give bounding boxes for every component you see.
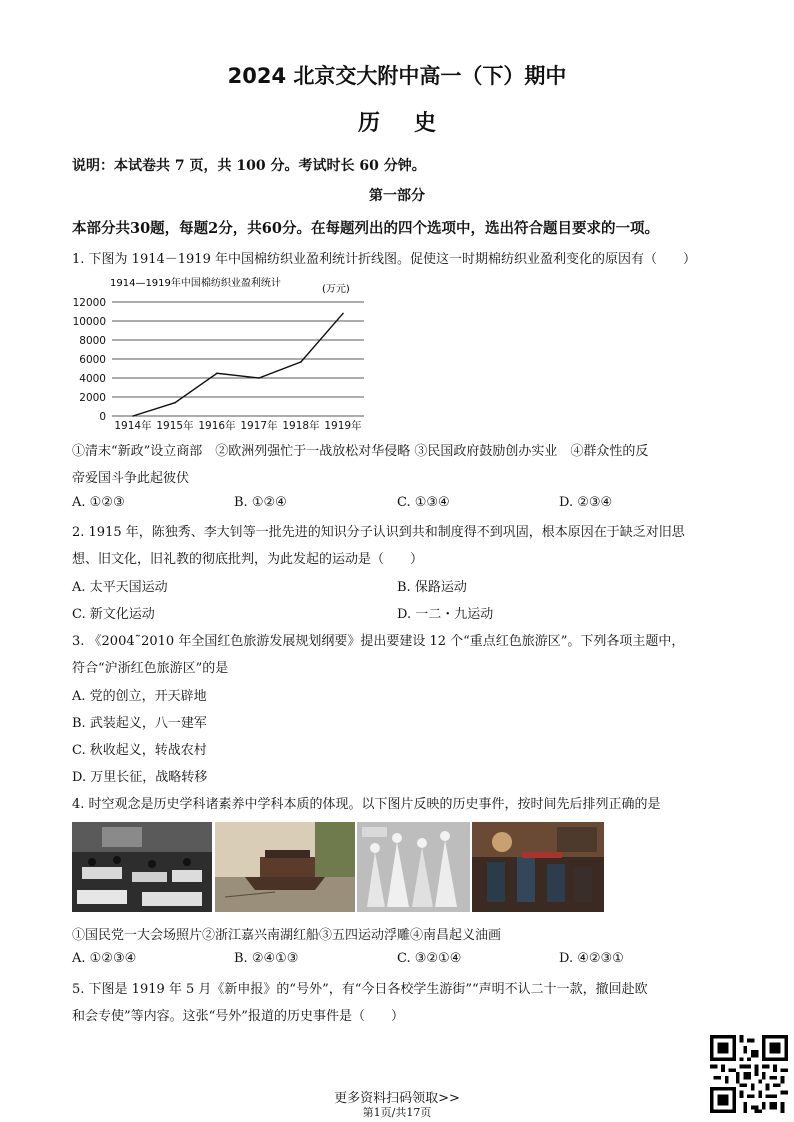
data-point [258,377,260,379]
data-point [132,415,134,417]
q3-option-b[interactable]: B. 武装起义，八一建军 [72,716,207,731]
y-tick-label: 8000 [79,335,106,347]
q2-stem-line1: 2. 1915 年，陈独秀、李大钊等一批先进的知识分子认识到共和制度得不到巩固，根本原因在于缺乏对旧思 [72,525,685,540]
profit-line [133,313,343,416]
q3-option-a[interactable]: A. 党的创立，开天辟地 [72,689,207,704]
x-axis-ticks [114,419,362,432]
q4-option-c[interactable]: C. ③②①④ [397,951,462,966]
photo-nanchang-uprising [472,822,604,912]
chart-grid [112,302,364,416]
x-tick-label: 1918年 [282,420,320,432]
y-tick-label: 12000 [72,297,106,309]
q5-stem-line2: 和会专使”等内容。这张“号外”报道的历史事件是（ ） [72,1009,404,1024]
data-point [300,361,302,363]
y-axis-ticks [73,297,106,423]
data-point [342,313,344,315]
q1-items-line1: ①清末“新政”设立商部 ②欧洲列强忙于一战放松对华侵略 ③民国政府鼓励创办实业 ④群众性的反 [72,444,649,459]
page-title: 2024 北京交大附中高一（下）期中 [227,64,567,88]
photo-may-fourth-relief [357,822,470,912]
y-tick-label: 2000 [79,392,106,404]
exam-note: 说明：本试卷共 7 页，共 100 分。考试时长 60 分钟。 [72,158,426,174]
y-tick-label: 0 [99,411,106,423]
q4-option-d[interactable]: D. ④②③① [559,951,624,966]
q3-option-d[interactable]: D. 万里长征，战略转移 [72,770,208,785]
q3-stem-line1: 3. 《2004˜2010 年全国红色旅游发展规划纲要》提出要建设 12 个“重点红色旅游区”。下列各项主题中， [72,634,685,649]
part-title: 第一部分 [369,188,425,204]
profit-line-chart [72,268,372,432]
q1-option-d[interactable]: D. ②③④ [559,495,613,510]
data-point [216,372,218,374]
y-tick-label: 10000 [72,316,106,328]
subject-title: 历史 [357,110,470,136]
part-instruction: 本部分共30题，每题2分，共60分。在每题列出的四个选项中，选出符合题目要求的一项。 [72,220,659,237]
q1-option-c[interactable]: C. ①③④ [397,495,450,510]
q2-option-c[interactable]: C. 新文化运动 [72,607,155,622]
q4-caption: ①国民党一大会场照片②浙江嘉兴南湖红船③五四运动浮雕④南昌起义油画 [72,928,502,943]
q4-stem: 4. 时空观念是历史学科诸素养中学科本质的体现。以下图片反映的历史事件，按时间先后排列正确的是 [72,797,661,812]
y-tick-label: 4000 [79,373,106,385]
x-tick-label: 1915年 [156,420,194,432]
q3-stem-line2: 符合“沪浙红色旅游区”的是 [72,661,229,676]
q4-option-a[interactable]: A. ①②③④ [72,951,137,966]
q1-option-b[interactable]: B. ①②④ [234,495,287,510]
page-number: 第1页/共17页 [362,1106,432,1119]
x-tick-label: 1914年 [114,420,152,432]
profit-series [132,313,344,417]
q2-option-a[interactable]: A. 太平天国运动 [72,580,168,595]
x-tick-label: 1916年 [198,420,236,432]
chart-unit: (万元) [322,284,350,295]
q1-items-line2: 帝爱国斗争此起彼伏 [72,471,190,486]
footer-more-link[interactable]: 更多资料扫码领取>> [334,1091,460,1106]
q2-option-b[interactable]: B. 保路运动 [397,580,467,595]
q2-option-d[interactable]: D. 一二・九运动 [397,607,494,622]
q1-option-a[interactable]: A. ①②③ [72,495,125,510]
x-tick-label: 1917年 [240,420,278,432]
q3-option-c[interactable]: C. 秋收起义，转战农村 [72,743,207,758]
chart-title: 1914—1919年中国棉纺织业盈利统计 [110,278,281,289]
photo-kmt-congress [72,822,212,912]
q2-stem-line2: 想、旧文化，旧礼教的彻底批判，为此发起的运动是（ ） [72,552,424,567]
data-point [174,402,176,404]
y-tick-label: 6000 [79,354,106,366]
q4-option-b[interactable]: B. ②④①③ [234,951,299,966]
q1-stem: 1. 下图为 1914－1919 年中国棉纺织业盈利统计折线图。促使这一时期棉纺织业盈利变化的原因有（ ） [72,252,696,267]
q5-stem-line1: 5. 下图是 1919 年 5 月《新申报》的“号外”，有“今日各校学生游街”“声明不认二十一款，撤回赴欧 [72,982,648,997]
x-tick-label: 1919年 [324,420,362,432]
photo-red-boat [215,822,355,912]
